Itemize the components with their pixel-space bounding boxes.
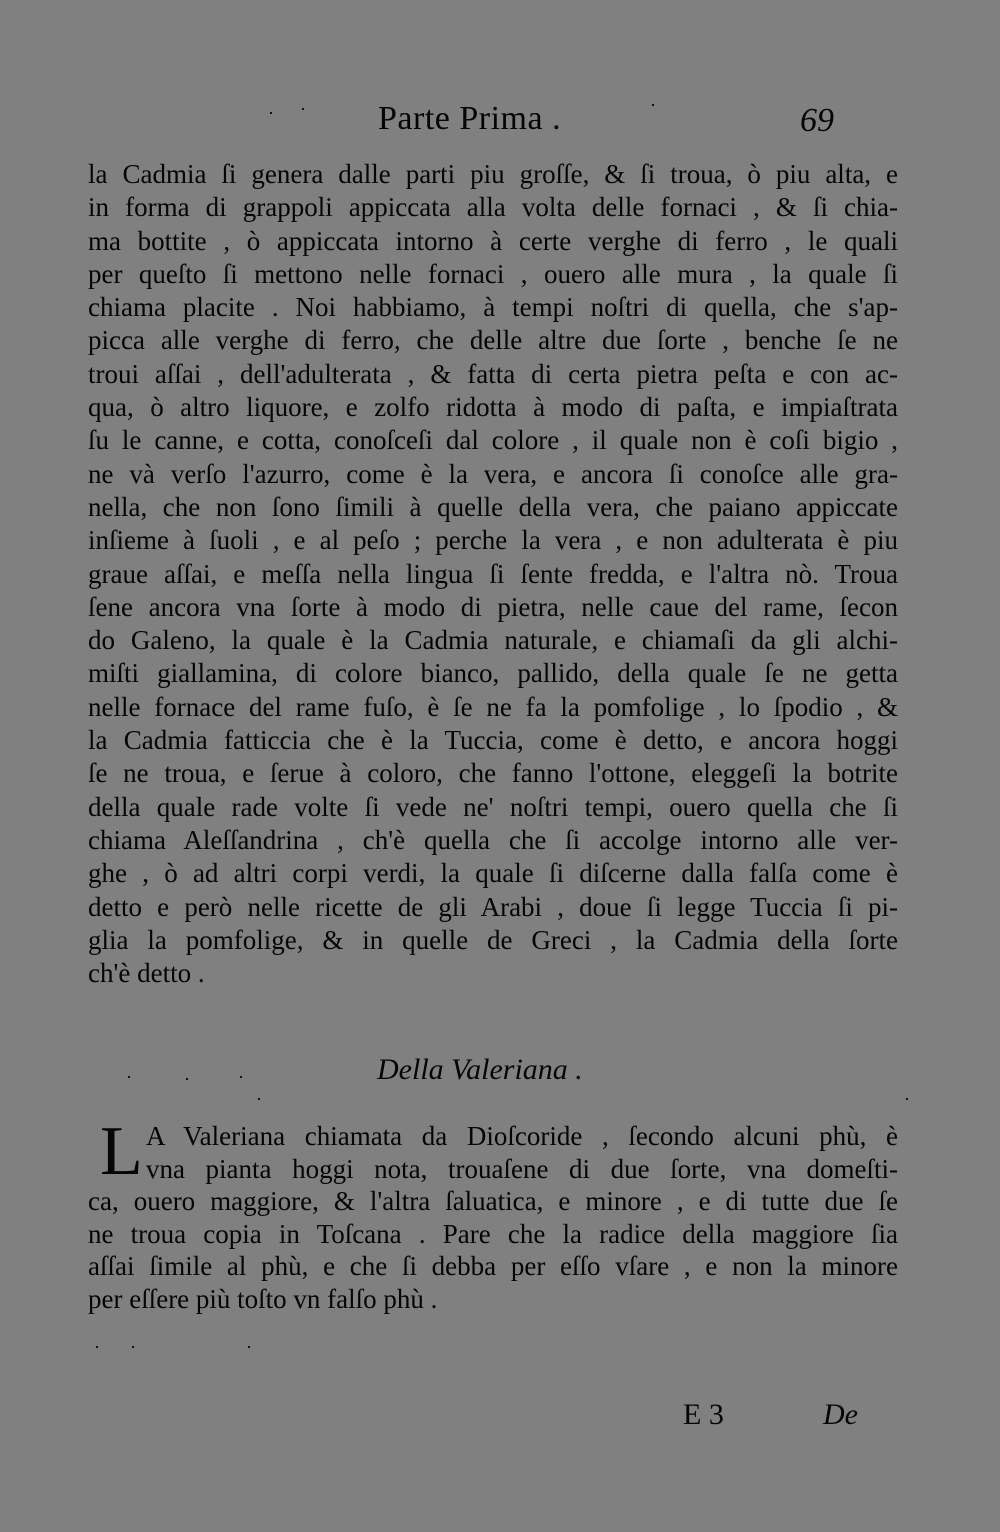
running-head: Parte Prima . [378, 100, 562, 137]
text-line: vna pianta hoggi nota, trouaſene di due ſorte, vna domeſti- [146, 1153, 898, 1184]
text-line: inſieme à ſuoli , e al peſo ; perche la vera , e non adulterata è piu [88, 525, 898, 556]
text-line: chiama placite . Noi habbiamo, à tempi noſtri di quella, che s'ap- [88, 292, 898, 323]
scan-speck [906, 1098, 908, 1100]
text-line: ca, ouero maggiore, & l'altra ſaluatica, e minore , e di tutte due ſe [88, 1186, 898, 1216]
text-line: ſu le canne, e cotta, conoſceſi dal colore , il quale non è coſi bigio , [88, 425, 898, 456]
scan-speck [302, 108, 304, 110]
text-line: ghe , ò ad altri corpi verdi, la quale ſi diſcerne dalla falſa come è [88, 858, 898, 889]
drop-cap: L [100, 1113, 143, 1190]
text-line: do Galeno, la quale è la Cadmia naturale, e chiamaſi da gli alchi- [88, 625, 898, 656]
text-line: ch'è detto . [88, 958, 205, 989]
scan-speck [186, 1078, 188, 1080]
catchword: De [823, 1398, 858, 1431]
scan-speck [240, 1076, 242, 1078]
text-line: A Valeriana chiamata da Dioſcoride , ſecondo alcuni phù, è [146, 1121, 898, 1151]
text-line: ſe ne troua, e ſerue à coloro, che fanno l'ottone, eleggeſi la botrite [88, 758, 898, 789]
scan-speck [248, 1346, 250, 1348]
text-line: la Cadmia ſi genera dalle parti piu groſſe, & ſi troua, ò piu alta, e [88, 159, 898, 189]
scan-speck [128, 1076, 130, 1078]
text-line: picca alle verghe di ferro, che delle altre due ſorte , benche ſe ne [88, 325, 898, 356]
body-text [88, 158, 898, 990]
text-line: detto e però nelle ricette de gli Arabi , doue ſi legge Tuccia ſi pi- [88, 891, 898, 922]
text-line: chiama Aleſſandrina , ch'è quella che ſi accolge intorno alle ver- [88, 824, 898, 855]
text-line: ne troua copia in Toſcana . Pare che la radice della maggiore ſia [88, 1218, 898, 1249]
section-lines [88, 1113, 898, 1315]
scan-speck [96, 1346, 98, 1348]
text-line: qua, ò altro liquore, e zolfo ridotta à modo di paſta, e impiaſtrata [88, 392, 898, 423]
text-line: per eſſere più toſto vn falſo phù . [88, 1283, 438, 1314]
scan-speck [270, 112, 272, 114]
text-line: glia la pomfolige, & in quelle de Greci , la Cadmia della ſorte [88, 924, 898, 955]
text-line: troui aſſai , dell'adulterata , & fatta di certa pietra peſta e con ac- [88, 358, 898, 389]
text-line: ſene ancora vna ſorte à modo di pietra, nelle caue del rame, ſecon [88, 591, 898, 622]
text-line: miſti giallamina, di colore bianco, pallido, della quale ſe ne getta [88, 658, 898, 689]
scan-speck [258, 1098, 260, 1100]
text-line: ma bottite , ò appiccata intorno à certe verghe di ferro , le quali [88, 225, 898, 256]
scan-speck [132, 1346, 134, 1348]
text-line: della quale rade volte ſi vede ne' noſtri tempi, ouero quella che ſi [88, 791, 898, 822]
text-line: graue aſſai, e meſſa nella lingua ſi ſente fredda, e l'altra nò. Troua [88, 558, 898, 589]
signature-mark: E 3 [683, 1398, 724, 1431]
text-line: nelle fornace del rame fuſo, è ſe ne fa la pomfolige , lo ſpodio , & [88, 691, 898, 722]
scan-speck [652, 104, 654, 106]
section-heading: Della Valeriana . [377, 1053, 583, 1086]
text-line: per queſto ſi mettono nelle fornaci , ouero alle mura , la quale ſi [88, 258, 898, 289]
text-line: in forma di grappoli appiccata alla volta delle fornaci , & ſi chia- [88, 192, 898, 223]
text-line: la Cadmia fatticcia che è la Tuccia, come è detto, e ancora hoggi [88, 725, 898, 756]
text-line: ne và verſo l'azurro, come è la vera, e ancora ſi conoſce alle gra- [88, 458, 898, 489]
text-line: nella, che non ſono ſimili à quelle della vera, che paiano appiccate [88, 491, 898, 522]
section-paragraph [88, 1113, 898, 1330]
page-number: 69 [800, 102, 834, 139]
text-line: aſſai ſimile al phù, e che ſi debba per eſſo vſare , e non la minore [88, 1251, 898, 1281]
